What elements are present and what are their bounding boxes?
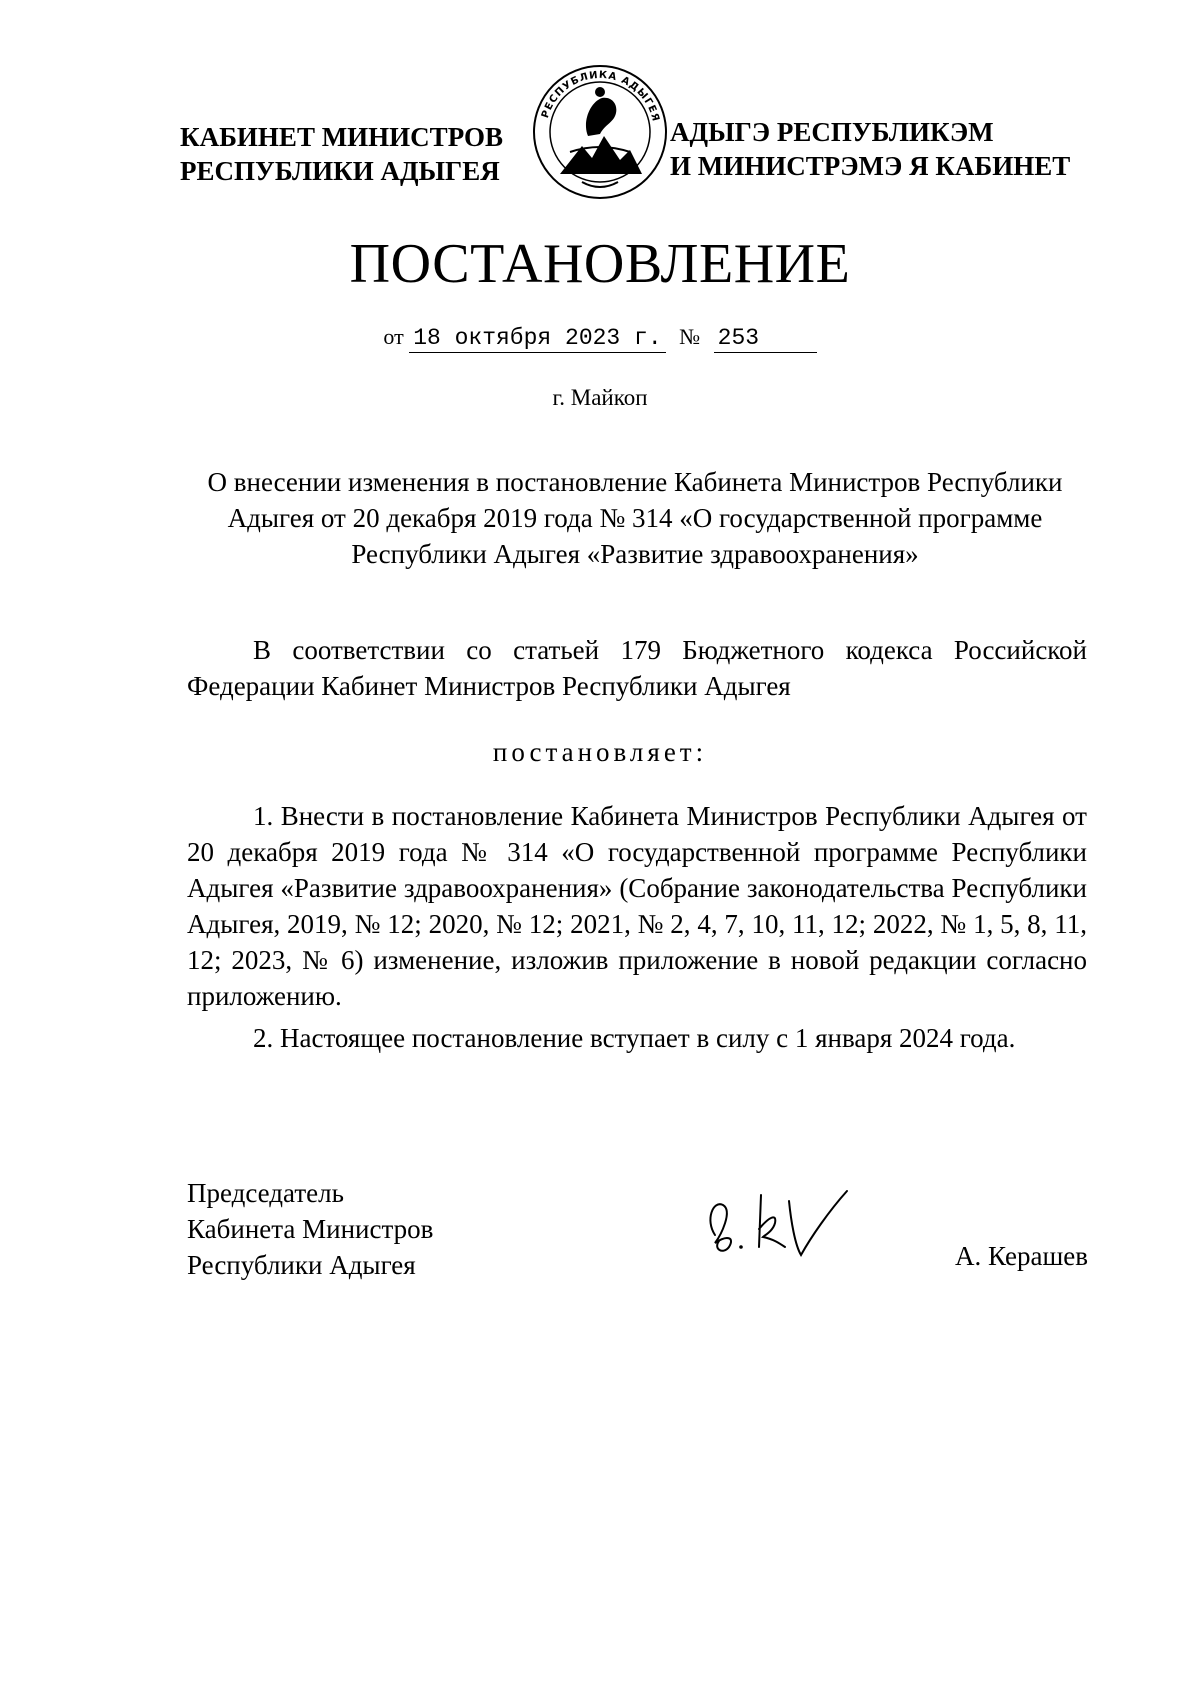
- signatory-name: А. Керашев: [955, 1241, 1088, 1271]
- handwritten-signature: [685, 1165, 865, 1275]
- signatory-title: [187, 1175, 433, 1283]
- document-number: 253: [714, 324, 817, 353]
- document-title: ПОСТАНОВЛЕНИЕ: [349, 233, 851, 295]
- number-label: №: [679, 324, 701, 349]
- decree-item-1: 1. Внести в постановление Кабинета Министров Республики Адыгея от 20 декабря 2019 года № 314 «О государственной программе Республики Адыгея «Развитие здравоохранения» (Собрание законодательства Республики Адыгея, 2019, № 12; 2020, № 12; 2021, № 2, 4, 7, 10, 11, 12; 2022, № 1, 5, 8, 11, 12; 2023, № 6) изменение, изложив приложение в новой редакции согласно приложению.: [187, 801, 1087, 1011]
- document-date: 18 октября 2023 г.: [409, 324, 665, 353]
- city-line: г. Майкоп: [552, 385, 648, 410]
- header-right-line1: АДЫГЭ РЕСПУБЛИКЭМ: [670, 117, 994, 147]
- header-right: [670, 115, 1070, 183]
- document-subject: О внесении изменения в постановление Кабинета Министров Республики Адыгея от 20 декабря 2019 года № 314 «О государственной программе Республики Адыгея «Развитие здравоохранения»: [207, 467, 1063, 569]
- preamble-paragraph: В соответствии со статьей 179 Бюджетного кодекса Российской Федерации Кабинет Министров Республики Адыгея: [187, 635, 1087, 701]
- decree-word: постановляет:: [492, 737, 708, 767]
- header-left-line2: РЕСПУБЛИКИ АДЫГЕЯ: [180, 156, 500, 186]
- signatory-title-line2: Кабинета Министров: [187, 1214, 434, 1244]
- signatory-title-line1: Председатель: [187, 1178, 344, 1208]
- date-prefix: от: [383, 324, 404, 349]
- signatory-title-line3: Республики Адыгея: [187, 1250, 416, 1280]
- header-left-line1: КАБИНЕТ МИНИСТРОВ: [180, 122, 504, 152]
- coat-of-arms-emblem: [530, 62, 670, 202]
- header-right-line2: И МИНИСТРЭМЭ Я КАБИНЕТ: [670, 151, 1071, 181]
- date-number-line: [0, 320, 1200, 354]
- header-left: [180, 120, 503, 188]
- emblem-text: РЕСПУБЛИКА АДЫГЕЯ: [539, 69, 662, 124]
- decree-item-2: 2. Настоящее постановление вступает в силу с 1 января 2024 года.: [253, 1023, 1016, 1053]
